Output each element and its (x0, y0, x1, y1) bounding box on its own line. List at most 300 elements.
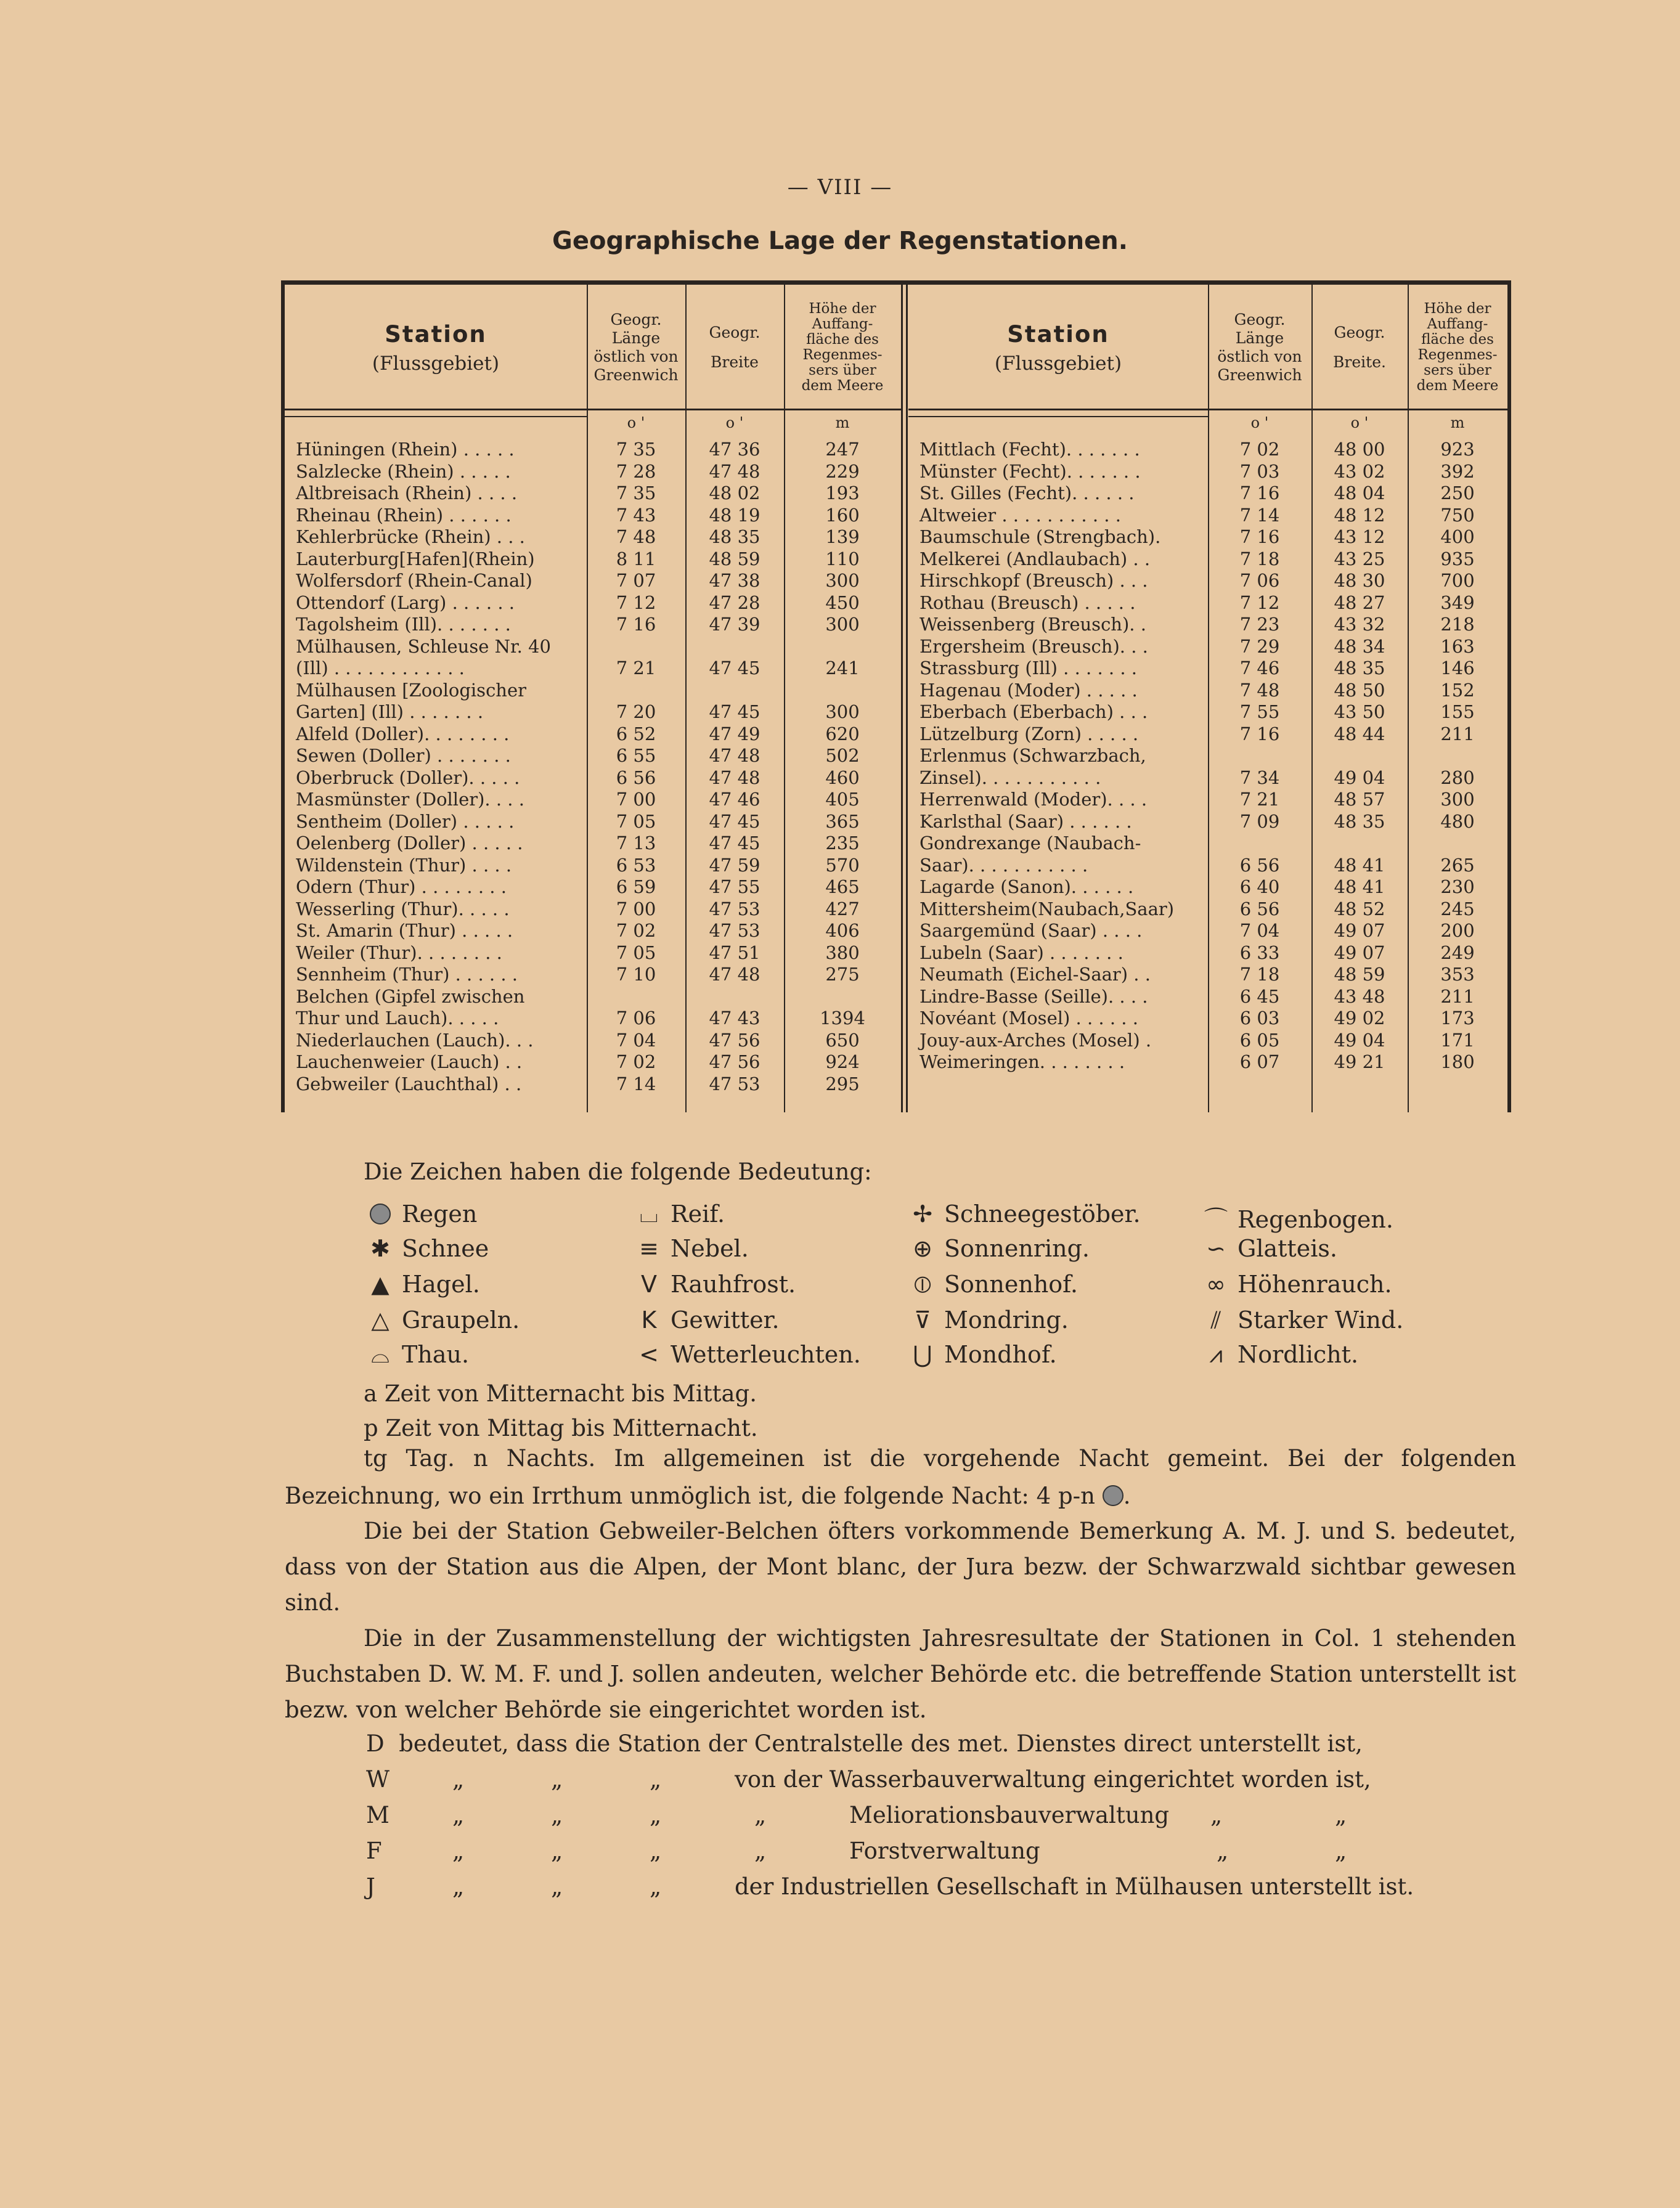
longitude-cell: 7 21 (616, 658, 656, 678)
height-cell: 241 (825, 658, 860, 678)
table-row (908, 439, 1507, 461)
longitude-cell: 6 59 (616, 876, 656, 897)
height-cell: 280 (1440, 767, 1475, 788)
height-cell: 349 (1440, 592, 1475, 613)
station-name: Hagenau (Moder) . . . . . (920, 679, 1138, 701)
longitude-cell: 6 56 (616, 767, 656, 788)
station-name: Karlsthal (Saar) . . . . . . (920, 810, 1132, 832)
table-row (285, 548, 901, 571)
table-row (908, 833, 1507, 855)
dew-icon: ⌓ (370, 1341, 390, 1368)
legend-label: Reif. (671, 1200, 725, 1228)
rain-dot-icon (1103, 1485, 1123, 1506)
latitude-cell: 48 57 (1334, 789, 1385, 810)
code-M-row (366, 1802, 1512, 1839)
longitude-cell: 7 13 (616, 833, 656, 853)
latitude-cell: 47 45 (709, 810, 760, 832)
legend-label: Hagel. (402, 1271, 480, 1298)
latitude-cell: 47 56 (709, 1029, 760, 1051)
ditto-mark: „ (1210, 1802, 1223, 1828)
latitude-cell: 49 21 (1334, 1051, 1385, 1072)
latitude-cell: 47 53 (709, 1073, 760, 1094)
latitude-cell: 47 38 (709, 570, 760, 591)
header-height: Höhe der Auffang- fläche des Regenmes- sers über dem Meere (1416, 301, 1499, 394)
legend-label: Thau. (402, 1341, 470, 1368)
height-cell: 230 (1440, 876, 1475, 897)
longitude-cell: 6 56 (1239, 898, 1280, 919)
station-name: Garten] (Ill) . . . . . . . (296, 701, 484, 722)
height-cell: 365 (825, 810, 860, 832)
height-cell: 502 (825, 745, 860, 766)
legend-label: Wetterleuchten. (671, 1341, 861, 1368)
latitude-cell: 48 44 (1334, 723, 1385, 744)
legend-item (366, 1341, 469, 1369)
station-name: Oelenberg (Doller) . . . . . (296, 833, 523, 853)
height-cell: 110 (825, 548, 860, 569)
latitude-cell: 48 41 (1334, 854, 1385, 876)
header-station: Station (Flussgebiet) (372, 320, 500, 375)
height-cell: 160 (825, 504, 860, 526)
black-ice-icon: ∽ (1206, 1235, 1226, 1262)
code-letter: M (366, 1802, 389, 1828)
height-cell: 265 (1440, 854, 1475, 876)
legend-label: Mondring. (944, 1306, 1069, 1334)
latitude-cell: 48 04 (1334, 483, 1385, 503)
latitude-cell: 48 30 (1334, 570, 1385, 591)
latitude-cell: 48 52 (1334, 898, 1385, 919)
legend-item (1202, 1200, 1393, 1234)
table-row (908, 526, 1507, 548)
legend-label: Regenbogen. (1238, 1206, 1393, 1233)
longitude-cell: 7 02 (616, 1051, 656, 1072)
table-row (908, 942, 1507, 964)
station-name: Ottendorf (Larg) . . . . . . (296, 592, 515, 613)
table-row (285, 505, 901, 527)
thunderstorm-icon: K (641, 1306, 657, 1334)
table-row (908, 723, 1507, 746)
table-row (908, 789, 1507, 811)
table-row (908, 461, 1507, 483)
latitude-cell: 49 04 (1334, 1029, 1385, 1051)
table-row (285, 570, 901, 592)
station-name: Herrenwald (Moder). . . . (920, 789, 1148, 810)
height-cell: 235 (825, 833, 860, 853)
station-name: Kehlerbrücke (Rhein) . . . (296, 526, 525, 547)
station-table (281, 280, 1511, 1112)
haze-icon: ∞ (1206, 1271, 1226, 1298)
legend-item (366, 1235, 489, 1262)
table-row (908, 898, 1507, 921)
latitude-cell: 48 27 (1334, 592, 1385, 613)
unit-label: m (1450, 414, 1465, 431)
longitude-cell: 7 35 (616, 483, 656, 503)
station-name: Novéant (Mosel) . . . . . . (920, 1008, 1138, 1029)
longitude-cell: 6 07 (1239, 1051, 1280, 1072)
longitude-cell: 6 53 (616, 854, 656, 876)
snow-icon: ✱ (370, 1235, 390, 1262)
table-row (908, 548, 1507, 571)
header-latitude: Geogr. Breite (709, 324, 760, 371)
legend-label: Glatteis. (1238, 1235, 1337, 1262)
station-name: Wesserling (Thur). . . . . (296, 898, 510, 919)
table-row (285, 1073, 901, 1096)
longitude-cell: 6 55 (616, 745, 656, 766)
latitude-cell: 47 45 (709, 658, 760, 678)
station-name: Mülhausen, Schleuse Nr. 40 (296, 635, 552, 657)
latitude-cell: 49 04 (1334, 767, 1385, 788)
station-name: Sewen (Doller) . . . . . . . (296, 745, 511, 766)
ditto-mark: „ (754, 1802, 767, 1828)
station-name: Weissenberg (Breusch). . (920, 614, 1146, 635)
longitude-cell: 7 48 (1239, 679, 1280, 701)
station-name: Mittersheim(Naubach,Saar) (920, 898, 1175, 919)
longitude-cell: 6 33 (1239, 942, 1280, 963)
height-cell: 146 (1440, 658, 1475, 678)
longitude-cell: 7 00 (616, 898, 656, 919)
station-name: Erlenmus (Schwarzbach, (920, 745, 1146, 766)
table-row (908, 592, 1507, 614)
longitude-cell: 7 16 (1239, 526, 1280, 547)
legend-item (635, 1306, 780, 1334)
longitude-cell: 7 03 (1239, 460, 1280, 482)
height-cell: 180 (1440, 1051, 1475, 1072)
hail-icon: ▲ (371, 1271, 389, 1298)
latitude-cell: 47 45 (709, 833, 760, 853)
legend-label: Rauhfrost. (671, 1271, 796, 1298)
longitude-cell: 7 10 (616, 964, 656, 985)
ditto-mark: „ (1335, 1802, 1347, 1828)
latitude-cell: 43 02 (1334, 460, 1385, 482)
height-cell: 650 (825, 1029, 860, 1051)
longitude-cell: 7 07 (616, 570, 656, 591)
longitude-cell: 7 16 (1239, 483, 1280, 503)
latitude-cell: 47 36 (709, 439, 760, 460)
aurora-icon: ⩘ (1209, 1341, 1223, 1368)
code-J-row (366, 1873, 1512, 1910)
sun-halo-icon: ⦶ (914, 1271, 931, 1298)
longitude-cell: 7 16 (616, 614, 656, 635)
ditto-mark: „ (754, 1838, 767, 1864)
note-tg-line1: tg Tag. n Nachts. Im allgemeinen ist die vorgehende Nacht gemeint. Bei der folgenden (364, 1445, 1516, 1472)
belchen-paragraph: Die bei der Station Gebweiler-Belchen öfters vorkommende Bemerkung A. M. J. und S. bedeutet, dass von der Station aus die Alpen, der Mont blanc, der Jura bezw. der Schwarzwald sichtbar gewesen sind. (285, 1518, 1516, 1616)
height-cell: 193 (825, 483, 860, 503)
height-cell: 300 (825, 570, 860, 591)
height-cell: 480 (1440, 810, 1475, 832)
table-row (285, 942, 901, 964)
table-row (285, 461, 901, 483)
height-cell: 300 (825, 614, 860, 635)
table-row (908, 920, 1507, 942)
ditto-mark: „ (1335, 1838, 1347, 1864)
note-tg-line2: Bezeichnung, wo ein Irrthum unmöglich ist, die folgende Nacht: 4 p-n . (285, 1483, 1131, 1509)
longitude-cell: 7 34 (1239, 767, 1280, 788)
latitude-cell: 49 07 (1334, 942, 1385, 963)
table-row (285, 745, 901, 767)
latitude-cell: 47 49 (709, 723, 760, 744)
table-row (908, 811, 1507, 833)
latitude-cell: 47 48 (709, 767, 760, 788)
ditto-mark: „ (452, 1838, 465, 1864)
station-name: Weiler (Thur). . . . . . . . (296, 942, 502, 963)
height-cell: 300 (825, 701, 860, 722)
station-name: Wildenstein (Thur) . . . . (296, 854, 512, 876)
table-row (285, 701, 901, 723)
longitude-cell: 7 05 (616, 810, 656, 832)
longitude-cell: 7 16 (1239, 723, 1280, 744)
station-name: Saar). . . . . . . . . . . (920, 854, 1088, 876)
height-cell: 295 (825, 1073, 860, 1094)
station-name: Lagarde (Sanon). . . . . . (920, 876, 1134, 897)
table-row (285, 614, 901, 636)
latitude-cell: 48 35 (1334, 810, 1385, 832)
latitude-cell: 48 34 (1334, 635, 1385, 657)
longitude-cell: 7 46 (1239, 658, 1280, 678)
height-cell: 229 (825, 460, 860, 482)
station-name: Rheinau (Rhein) . . . . . . (296, 504, 512, 526)
rime-icon: V (641, 1271, 657, 1298)
longitude-cell: 7 14 (1239, 504, 1280, 526)
table-row (285, 636, 901, 658)
legend-label: Sonnenhof. (944, 1271, 1078, 1298)
height-cell: 450 (825, 592, 860, 613)
table-row (908, 855, 1507, 877)
legend-heading: Die Zeichen haben die folgende Bedeutung: (364, 1159, 872, 1185)
latitude-cell: 48 12 (1334, 504, 1385, 526)
table-row (285, 723, 901, 746)
latitude-cell: 43 32 (1334, 614, 1385, 635)
code-letter: D (366, 1730, 385, 1757)
height-cell: 400 (1440, 526, 1475, 547)
station-name: Mülhausen [Zoologischer (296, 679, 527, 701)
table-row (908, 614, 1507, 636)
longitude-cell: 7 02 (616, 920, 656, 941)
latitude-cell: 47 59 (709, 854, 760, 876)
height-cell: 935 (1440, 548, 1475, 569)
longitude-cell: 7 04 (616, 1029, 656, 1051)
table-row (908, 767, 1507, 789)
longitude-cell: 7 29 (1239, 635, 1280, 657)
table-row (908, 1008, 1507, 1030)
longitude-cell: 7 23 (1239, 614, 1280, 635)
table-row (285, 986, 901, 1008)
table-row (908, 745, 1507, 767)
header-longitude: Geogr. Länge östlich von Greenwich (1217, 311, 1302, 384)
code-text: von der Wasserbauverwaltung eingerichtet worden ist, (735, 1766, 1371, 1793)
legend-label: Graupeln. (402, 1306, 520, 1334)
code-F-row (366, 1838, 1512, 1875)
longitude-cell: 6 03 (1239, 1008, 1280, 1029)
header-rule (908, 416, 1208, 417)
legend-label: Nebel. (671, 1235, 749, 1262)
height-cell: 275 (825, 964, 860, 985)
table-row (285, 592, 901, 614)
height-cell: 427 (825, 898, 860, 919)
longitude-cell: 7 21 (1239, 789, 1280, 810)
table-row (285, 876, 901, 898)
station-name: Sentheim (Doller) . . . . . (296, 810, 515, 832)
longitude-cell: 7 28 (616, 460, 656, 482)
table-row (285, 1008, 901, 1030)
code-text: bedeutet, dass die Station der Centralstelle des met. Dienstes direct unterstellt ist, (399, 1730, 1363, 1757)
station-name: Belchen (Gipfel zwischen (296, 985, 525, 1007)
legend-label: Schneegestöber. (944, 1200, 1141, 1228)
table-row (285, 898, 901, 921)
table-row (908, 658, 1507, 680)
station-name: Gebweiler (Lauchthal) . . (296, 1073, 522, 1094)
station-name: Oberbruck (Doller). . . . . (296, 767, 520, 788)
latitude-cell: 47 48 (709, 460, 760, 482)
graupel-icon: △ (371, 1306, 389, 1334)
station-name: Tagolsheim (Ill). . . . . . . (296, 614, 511, 635)
longitude-cell: 7 06 (616, 1008, 656, 1029)
longitude-cell: 6 45 (1239, 985, 1280, 1007)
legend-label: Mondhof. (944, 1341, 1057, 1368)
table-row (285, 789, 901, 811)
station-name: Niederlauchen (Lauch). . . (296, 1029, 534, 1051)
station-name: Münster (Fecht). . . . . . . (920, 460, 1141, 482)
station-name: Rothau (Breusch) . . . . . (920, 592, 1136, 613)
height-cell: 245 (1440, 898, 1475, 919)
table-right-half (908, 285, 1507, 1112)
legend-item (635, 1235, 749, 1262)
table-row (285, 920, 901, 942)
legend-item (1202, 1306, 1403, 1334)
table-row (285, 439, 901, 461)
legend-item (1202, 1235, 1337, 1262)
snowstorm-icon: ✢ (913, 1200, 932, 1228)
letters-paragraph: Die in der Zusammenstellung der wichtigsten Jahresresultate der Stationen in Col. 1 stehenden Buchstaben D. W. M. F. und J. sollen andeuten, welcher Behörde etc. die betreffende Station unterstellt ist bezw. von welcher Behörde sie eingerichtet worden ist. (285, 1625, 1516, 1723)
station-name: Melkerei (Andlaubach) . . (920, 548, 1151, 569)
table-row (285, 767, 901, 789)
ditto-mark: „ (551, 1838, 563, 1864)
latitude-cell: 47 46 (709, 789, 760, 810)
frost-icon: ⌴ (639, 1200, 659, 1228)
unit-label: o ' (627, 414, 645, 431)
latitude-cell: 43 12 (1334, 526, 1385, 547)
latitude-cell: 49 02 (1334, 1008, 1385, 1029)
station-name: (Ill) . . . . . . . . . . . . (296, 658, 465, 678)
station-name: Lubeln (Saar) . . . . . . . (920, 942, 1123, 963)
longitude-cell: 7 05 (616, 942, 656, 963)
ditto-mark: „ (452, 1802, 465, 1828)
legend-item (635, 1200, 725, 1228)
height-cell: 218 (1440, 614, 1475, 635)
table-row (285, 1051, 901, 1073)
latitude-cell: 48 41 (1334, 876, 1385, 897)
table-row (285, 833, 901, 855)
station-name: Hüningen (Rhein) . . . . . (296, 439, 515, 460)
ditto-mark: „ (650, 1873, 662, 1900)
height-cell: 353 (1440, 964, 1475, 985)
station-name: Saargemünd (Saar) . . . . (920, 920, 1143, 941)
longitude-cell: 6 40 (1239, 876, 1280, 897)
table-row (908, 1051, 1507, 1073)
longitude-cell: 7 12 (1239, 592, 1280, 613)
table-row (908, 505, 1507, 527)
ditto-mark: „ (551, 1766, 563, 1793)
code-text: Forstverwaltung (849, 1838, 1040, 1864)
header-station: Station (Flussgebiet) (994, 320, 1122, 375)
height-cell: 152 (1440, 679, 1475, 701)
table-row (908, 570, 1507, 592)
height-cell: 249 (1440, 942, 1475, 963)
height-cell: 200 (1440, 920, 1475, 941)
longitude-cell: 6 56 (1239, 854, 1280, 876)
latitude-cell: 47 55 (709, 876, 760, 897)
longitude-cell: 7 55 (1239, 701, 1280, 722)
legend-label: Regen (402, 1200, 478, 1228)
station-name: Masmünster (Doller). . . . (296, 789, 524, 810)
station-name: Salzlecke (Rhein) . . . . . (296, 460, 511, 482)
height-cell: 300 (1440, 789, 1475, 810)
fog-icon: ≡ (639, 1235, 659, 1262)
rainbow-icon: ⌒ (1204, 1206, 1228, 1233)
station-name: Alfeld (Doller). . . . . . . . (296, 723, 510, 744)
longitude-cell: 7 09 (1239, 810, 1280, 832)
latitude-cell: 47 53 (709, 920, 760, 941)
longitude-cell: 7 02 (1239, 439, 1280, 460)
unit-label: o ' (1350, 414, 1369, 431)
station-name: Gondrexange (Naubach- (920, 833, 1141, 853)
legend-label: Gewitter. (671, 1306, 780, 1334)
station-name: Ergersheim (Breusch). . . (920, 635, 1148, 657)
header-latitude: Geogr. Breite. (1333, 324, 1386, 371)
legend-item (366, 1200, 477, 1228)
longitude-cell: 7 12 (616, 592, 656, 613)
longitude-cell: 7 06 (1239, 570, 1280, 591)
sun-ring-icon: ⊕ (913, 1235, 932, 1262)
code-letter: J (366, 1873, 375, 1900)
station-name: Eberbach (Eberbach) . . . (920, 701, 1148, 722)
table-row (285, 526, 901, 548)
height-cell: 155 (1440, 701, 1475, 722)
latitude-cell: 48 19 (709, 504, 760, 526)
height-cell: 405 (825, 789, 860, 810)
latitude-cell: 47 48 (709, 745, 760, 766)
ditto-mark: „ (551, 1802, 563, 1828)
height-cell: 163 (1440, 635, 1475, 657)
height-cell: 460 (825, 767, 860, 788)
page-number: — VIII — (787, 175, 893, 200)
height-cell: 171 (1440, 1029, 1475, 1051)
latitude-cell: 43 48 (1334, 985, 1385, 1007)
sheet-lightning-icon: < (639, 1341, 659, 1368)
table-row (908, 1030, 1507, 1052)
height-cell: 380 (825, 942, 860, 963)
longitude-cell: 8 11 (616, 548, 656, 569)
ditto-mark: „ (650, 1802, 662, 1828)
height-cell: 1394 (820, 1008, 865, 1029)
note-a: a Zeit von Mitternacht bis Mittag. (364, 1380, 757, 1407)
table-row (285, 811, 901, 833)
height-cell: 173 (1440, 1008, 1475, 1029)
moon-ring-icon: ⊽ (914, 1306, 931, 1334)
latitude-cell: 47 45 (709, 701, 760, 722)
longitude-cell: 7 14 (616, 1073, 656, 1094)
latitude-cell: 43 50 (1334, 701, 1385, 722)
table-row (285, 855, 901, 877)
latitude-cell: 47 48 (709, 964, 760, 985)
table-row (908, 701, 1507, 723)
ditto-mark: „ (650, 1766, 662, 1793)
ditto-mark: „ (650, 1838, 662, 1864)
latitude-cell: 47 51 (709, 942, 760, 963)
height-cell: 700 (1440, 570, 1475, 591)
table-row (908, 876, 1507, 898)
station-name: Hirschkopf (Breusch) . . . (920, 570, 1148, 591)
height-cell: 392 (1440, 460, 1475, 482)
legend-item (635, 1271, 796, 1298)
